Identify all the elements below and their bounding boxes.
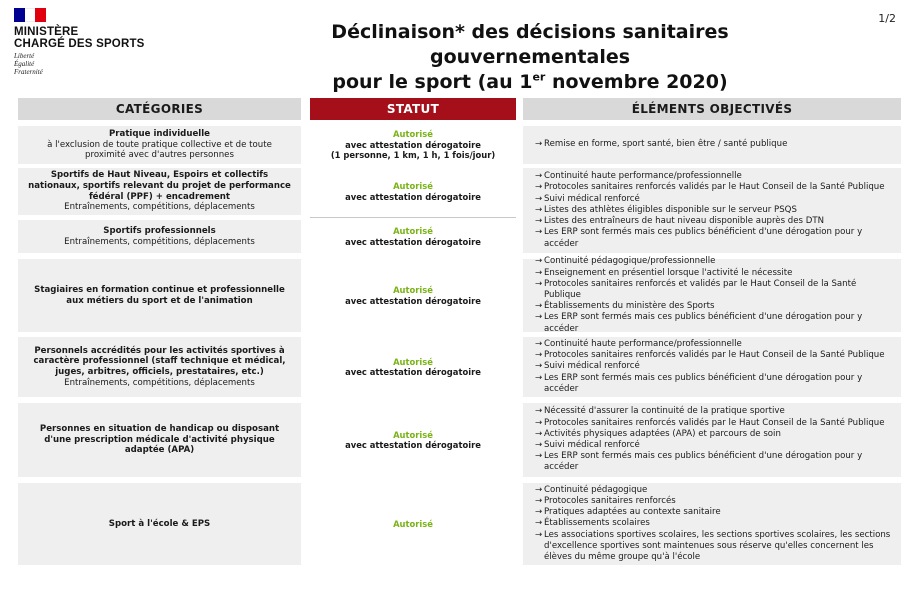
status-authorized: Autorisé — [393, 129, 433, 140]
list-item: → Enseignement en présentiel lorsque l'activité le nécessite — [535, 267, 793, 278]
elements-cell — [523, 126, 901, 164]
title-line2 — [230, 70, 830, 95]
arrow-right-icon: → — [535, 182, 543, 193]
arrow-right-icon: → — [535, 204, 543, 215]
elements-cell — [523, 256, 901, 334]
status-detail: avec attestation dérogatoire — [345, 440, 481, 450]
status-cell — [310, 220, 516, 253]
elements-cell — [523, 337, 901, 397]
status-authorized: Autorisé — [393, 429, 433, 440]
page-title — [230, 20, 830, 95]
elements-list — [535, 139, 787, 150]
title-line1: Déclinaison* des décisions sanitaires gouvernementales — [331, 21, 729, 68]
list-item: → Établissements scolaires — [535, 518, 650, 529]
list-item: → Listes des athlètes éligibles disponible sur le serveur PSQS — [535, 204, 797, 215]
arrow-right-icon: → — [535, 484, 543, 495]
category-cell — [18, 403, 301, 477]
arrow-right-icon: → — [535, 529, 543, 540]
status-cell — [310, 126, 516, 164]
category-title: Stagiaires en formation continue et professionnelle aux métiers du sport et de l'animation — [34, 284, 285, 306]
list-item: → Listes des entraîneurs de haut niveau disponible auprès des DTN — [535, 216, 825, 227]
category-title: Sportifs de Haut Niveau, Espoirs et collectifs nationaux, sportifs relevant du projet de performance fédéral (PPF) + encadrement — [28, 170, 291, 202]
list-item: → Suivi médical renforcé — [535, 440, 640, 450]
arrow-right-icon: → — [535, 417, 543, 428]
page-number: 1/2 — [878, 12, 896, 25]
motto-liberte: Liberté — [14, 52, 35, 60]
status-cell — [310, 168, 516, 215]
list-item: → Remise en forme, sport santé, bien être / santé publique — [535, 139, 788, 150]
category-title: Pratique individuelle — [108, 129, 210, 140]
header-categories: CATÉGORIES — [18, 98, 301, 120]
list-item: → Nécessité d'assurer la continuité de la pratique sportive — [535, 406, 785, 417]
status-cell — [310, 483, 516, 565]
category-title: Sport à l'école & EPS — [108, 518, 211, 529]
category-title: Sportifs professionnels — [103, 225, 216, 236]
row-divider — [310, 217, 516, 218]
arrow-right-icon: → — [535, 227, 543, 238]
list-item: → Les ERP sont fermés mais ces publics bénéficient d'une dérogation pour y accéder — [535, 451, 863, 473]
arrow-right-icon: → — [535, 171, 543, 182]
category-cell — [18, 126, 301, 164]
status-authorized: Autorisé — [393, 226, 433, 237]
arrow-right-icon: → — [535, 278, 543, 289]
arrow-right-icon: → — [535, 193, 543, 204]
arrow-right-icon: → — [535, 361, 543, 372]
arrow-right-icon: → — [535, 256, 543, 267]
category-detail: Entraînements, compétitions, déplacements — [64, 236, 255, 247]
arrow-right-icon: → — [535, 496, 543, 506]
category-cell — [18, 483, 301, 565]
status-cell — [310, 337, 516, 397]
category-cell — [18, 220, 301, 253]
status-detail: avec attestation dérogatoire — [345, 367, 481, 377]
motto-fraternite: Fraternité — [14, 68, 43, 76]
status-detail: avec attestation dérogatoire — [345, 295, 481, 306]
elements-list — [535, 256, 891, 334]
elements-list — [535, 339, 891, 395]
arrow-right-icon: → — [535, 428, 543, 439]
category-cell — [18, 259, 301, 332]
arrow-right-icon: → — [535, 372, 543, 383]
status-detail-2: (1 personne, 1 km, 1 h, 1 fois/jour) — [330, 150, 496, 161]
arrow-right-icon: → — [535, 451, 543, 462]
title-line2-sup: er — [532, 70, 546, 84]
category-cell — [18, 168, 301, 215]
list-item: → Continuité pédagogique/professionnelle — [535, 256, 716, 267]
title-line2-post: novembre 2020) — [545, 71, 728, 93]
elements-cell — [523, 483, 901, 565]
list-item: → Pratiques adaptées au contexte sanitaire — [535, 507, 721, 518]
elements-list — [535, 171, 891, 249]
status-cell — [310, 403, 516, 477]
motto-egalite: Égalité — [14, 60, 35, 68]
list-item: → Protocoles sanitaires renforcés et validés par le Haut Conseil de la Santé Publique — [535, 278, 857, 300]
arrow-right-icon: → — [535, 339, 543, 349]
ministry-name — [14, 26, 164, 50]
republic-motto — [14, 52, 164, 76]
category-title: Personnels accrédités pour les activités sportives à caractère professionnel (staff technique et médical, juges, arbitres, officiels, prestataires, etc.) — [33, 345, 286, 377]
arrow-right-icon: → — [535, 440, 543, 450]
status-authorized: Autorisé — [393, 518, 433, 529]
category-detail: Entraînements, compétitions, déplacements — [64, 377, 255, 388]
status-authorized: Autorisé — [393, 285, 433, 296]
elements-list — [535, 485, 891, 563]
list-item: → Suivi médical renforcé — [535, 193, 640, 204]
list-item: → Les ERP sont fermés mais ces publics bénéficient d'une dérogation pour y accéder — [535, 227, 863, 249]
arrow-right-icon: → — [535, 267, 543, 278]
list-item: → Les ERP sont fermés mais ces publics bénéficient d'une dérogation pour y accéder — [535, 312, 863, 334]
list-item: → Protocoles sanitaires renforcés validés par le Haut Conseil de la Santé Publique — [535, 182, 885, 193]
category-detail: Entraînements, compétitions, déplacements — [64, 202, 255, 213]
list-item: → Activités physiques adaptées (APA) et parcours de soin — [535, 428, 781, 439]
list-item: → Continuité pédagogique — [535, 484, 648, 495]
arrow-right-icon: → — [535, 139, 543, 150]
arrow-right-icon: → — [535, 301, 543, 312]
category-title: Personnes en situation de handicap ou disposant d'une prescription médicale d'activité physique adaptée (APA) — [39, 424, 280, 456]
category-cell — [18, 337, 301, 397]
arrow-right-icon: → — [535, 406, 543, 417]
arrow-right-icon: → — [535, 350, 543, 361]
status-detail: avec attestation dérogatoire — [345, 236, 481, 247]
status-detail: avec attestation dérogatoire — [345, 191, 481, 202]
category-detail: à l'exclusion de toute pratique collective et de toute proximité avec d'autres personnes — [47, 139, 272, 161]
status-cell — [310, 259, 516, 332]
elements-list — [535, 406, 891, 473]
list-item: → Les ERP sont fermés mais ces publics bénéficient d'une dérogation pour y accéder — [535, 372, 863, 394]
arrow-right-icon: → — [535, 518, 543, 529]
title-line2-pre: pour le sport (au 1 — [332, 71, 533, 93]
elements-cell — [523, 168, 901, 253]
arrow-right-icon: → — [535, 312, 543, 323]
list-item: → Les associations sportives scolaires, les sections sportives scolaires, les sections d'excellence sportives sont maintenues sous réserve qu'elles concernent les élèves du même groupe qu'à l'école — [535, 529, 891, 563]
status-detail: avec attestation dérogatoire — [345, 139, 481, 150]
list-item: → Établissements du ministère des Sports — [535, 301, 715, 312]
list-item: → Protocoles sanitaires renforcés — [535, 496, 676, 506]
arrow-right-icon: → — [535, 507, 543, 518]
french-flag-icon — [14, 8, 46, 22]
list-item: → Suivi médical renforcé — [535, 361, 640, 372]
status-authorized: Autorisé — [393, 356, 433, 367]
list-item: → Continuité haute performance/professionnelle — [535, 171, 742, 182]
arrow-right-icon: → — [535, 216, 543, 227]
header-statut: STATUT — [310, 98, 516, 120]
list-item: → Protocoles sanitaires renforcés validés par le Haut Conseil de la Santé Publique — [535, 350, 885, 361]
elements-cell — [523, 403, 901, 477]
header-elements: ÉLÉMENTS OBJECTIVÉS — [523, 98, 901, 120]
ministry-logo — [14, 8, 164, 76]
list-item: → Continuité haute performance/professionnelle — [535, 339, 742, 349]
list-item: → Protocoles sanitaires renforcés validés par le Haut Conseil de la Santé Publique — [535, 417, 885, 428]
status-authorized: Autorisé — [393, 181, 433, 192]
ministry-name-line1: MINISTÈRE — [14, 26, 79, 38]
ministry-name-line2: CHARGÉ DES SPORTS — [14, 38, 145, 50]
